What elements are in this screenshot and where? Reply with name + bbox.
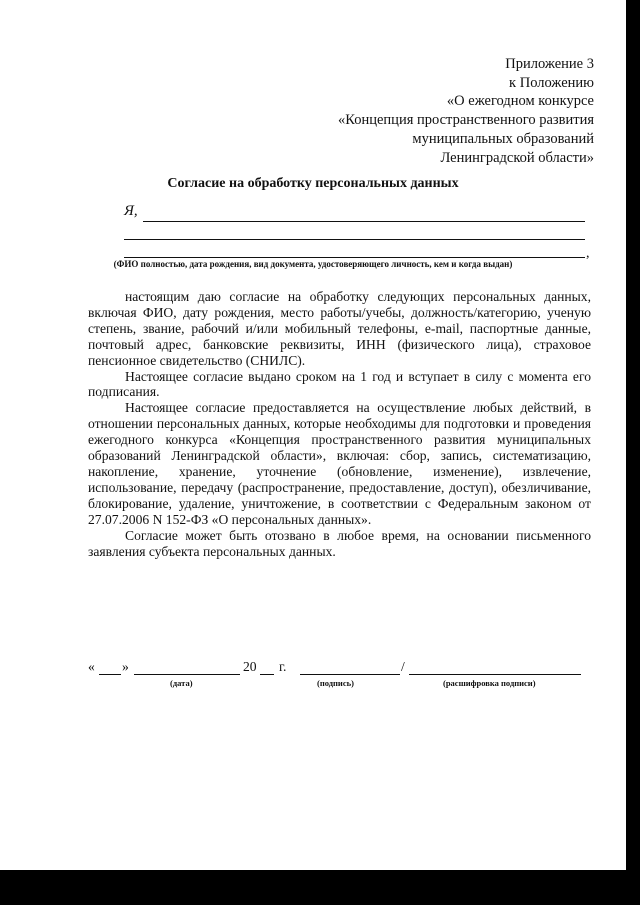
date-close-quote: » bbox=[122, 659, 129, 674]
consent-paragraph: Согласие может быть отозвано в любое время, на основании письменного заявления субъекта персональных данных. bbox=[88, 527, 591, 559]
signature-slash: / bbox=[401, 659, 405, 674]
appendix-line: «Концепция пространственного развития bbox=[338, 112, 594, 129]
consent-paragraph: Настоящее согласие предоставляется на осуществление любых действий, в отношении персональных данных, которые необходимы для подготовки и проведения ежегодного конкурса «Концепция пространственного развития муниципальных образований Ленинградской области», включая: сбор, запись, систематизацию, накопление, хранение, уточнение (обновление, изменение), извлечение, использование, передачу (распространение, предоставление, доступ), обезличивание, блокирование, удаление, уничтожение, в соответствии с Федеральным законом от 27.07.2006 N 152-ФЗ «О персональных данных». bbox=[88, 400, 591, 527]
month-line bbox=[134, 674, 240, 675]
fio-caption: (ФИО полностью, дата рождения, вид документа, удостоверяющего личность, кем и когда выдан) bbox=[113, 259, 513, 269]
year-prefix: 20 bbox=[243, 659, 257, 674]
decoding-label: (расшифровка подписи) bbox=[443, 678, 536, 688]
date-open-quote: « bbox=[88, 659, 95, 674]
consent-paragraph: Настоящее согласие выдано сроком на 1 год и вступает в силу с момента его подписания. bbox=[88, 368, 591, 400]
consent-paragraph: настоящим даю согласие на обработку следующих персональных данных, включая ФИО, дату рождения, место работы/учебы, должность/категорию, ученую степень, звание, рабочий и/или мобильный телефоны, e-mail, паспортные данные, почтовый адрес, банковские реквизиты, ИНН (физического лица), страховое пенсионное свидетельство (СНИЛС). bbox=[88, 289, 591, 368]
appendix-line: Ленинградской области» bbox=[440, 149, 594, 166]
date-label: (дата) bbox=[170, 678, 193, 688]
fio-line-3 bbox=[124, 257, 585, 258]
appendix-line: муниципальных образований bbox=[412, 130, 594, 147]
consent-body bbox=[88, 289, 591, 559]
fio-prefix: Я, bbox=[124, 203, 138, 219]
appendix-line: Приложение 3 bbox=[505, 56, 594, 72]
year-line bbox=[260, 674, 274, 675]
signature-block bbox=[88, 659, 593, 699]
scan-border-right bbox=[626, 0, 640, 905]
year-suffix: г. bbox=[279, 659, 287, 674]
signature-line bbox=[300, 674, 400, 675]
fio-line-1 bbox=[143, 221, 585, 222]
appendix-line: к Положению bbox=[509, 74, 594, 91]
fio-comma: , bbox=[586, 246, 590, 261]
fio-line-2 bbox=[124, 239, 585, 240]
day-line bbox=[99, 674, 121, 675]
scan-border-bottom bbox=[0, 870, 640, 905]
decoding-line bbox=[409, 674, 581, 675]
signature-label: (подпись) bbox=[317, 678, 354, 688]
document-title: Согласие на обработку персональных данных bbox=[167, 176, 459, 191]
appendix-header bbox=[338, 55, 594, 167]
appendix-line: «О ежегодном конкурсе bbox=[446, 93, 594, 110]
